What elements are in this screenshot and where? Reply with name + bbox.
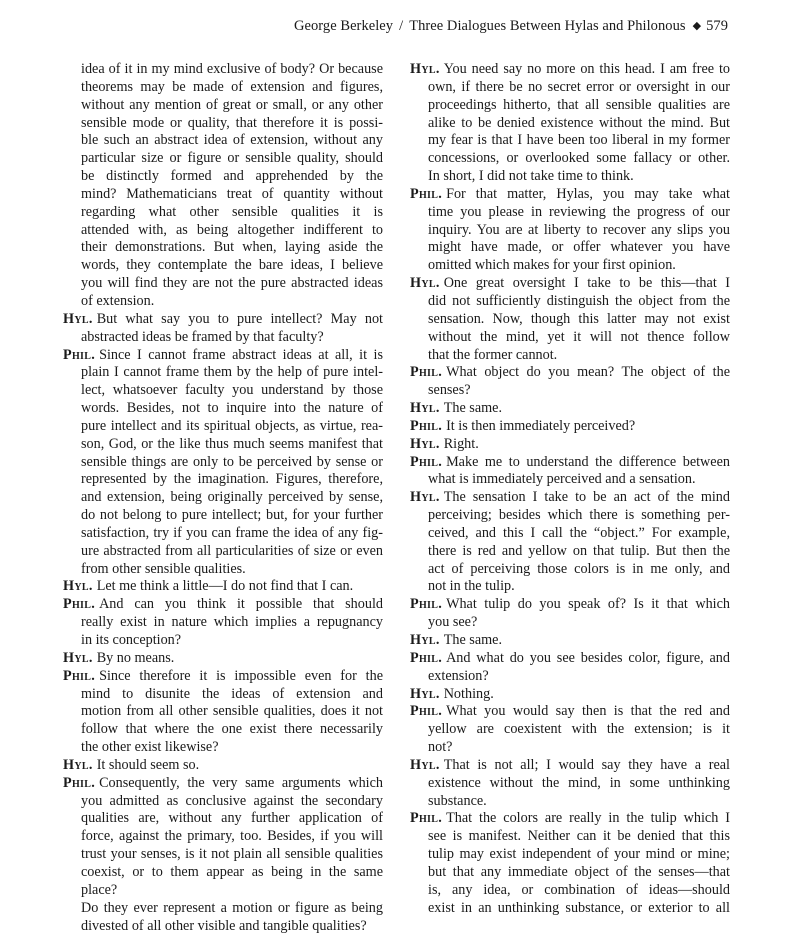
line-text: act of perceiving those colors is in me only, and	[428, 560, 730, 577]
line-text: might have made, or offer whatever you have	[428, 239, 730, 256]
text-line	[410, 364, 730, 382]
text-line	[63, 418, 383, 436]
text-line	[63, 382, 383, 400]
line-text: abstracted ideas be framed by that faculty?	[81, 328, 324, 345]
text-line	[410, 775, 730, 793]
line-text: be distinctly formed and apprehended by the	[81, 168, 383, 185]
text-line	[63, 561, 383, 579]
line-text: but that any immediate object of the senses—that	[428, 863, 730, 880]
text-line	[410, 561, 730, 579]
text-line	[63, 436, 383, 454]
text-line	[63, 846, 383, 864]
text-line	[410, 329, 730, 347]
text-line	[63, 721, 383, 739]
line-text: without the mind, yet it will not thence follow	[428, 328, 730, 345]
speaker-label: Phil.	[410, 596, 443, 613]
line-text: did not sufficiently distinguish the object from the	[428, 292, 730, 309]
text-line	[410, 632, 730, 650]
line-text: The same.	[443, 400, 502, 417]
line-text: not?	[428, 739, 453, 756]
speaker-label: Hyl.	[63, 649, 93, 666]
line-text: yellow are coexistent with the extension; is it	[428, 721, 730, 738]
text-line	[63, 757, 383, 775]
line-text: alike to be denied existence without the mind. But	[428, 114, 730, 131]
text-line	[63, 471, 383, 489]
line-text: Nothing.	[443, 685, 494, 702]
speaker-label: Phil.	[63, 774, 96, 791]
line-text: perceiving; besides which there is something per-	[428, 507, 730, 524]
speaker-label: Phil.	[410, 185, 443, 202]
text-line	[410, 186, 730, 204]
speaker-label: Hyl.	[410, 61, 440, 77]
text-line	[63, 311, 383, 329]
text-line	[410, 525, 730, 543]
line-text: time you please in reviewing the progress of our	[428, 203, 730, 220]
text-line	[410, 204, 730, 222]
line-text: my fear is that I have been too liberal in my former	[428, 132, 730, 149]
text-line	[410, 810, 730, 828]
text-line	[63, 186, 383, 204]
text-line	[63, 293, 383, 311]
line-text: For that matter, Hylas, you may take what	[446, 185, 730, 202]
line-text: mind to disunite the ideas of extension and	[81, 685, 383, 702]
speaker-label: Hyl.	[63, 756, 93, 773]
text-line	[410, 882, 730, 900]
line-text: not in the tulip.	[428, 578, 515, 595]
speaker-label: Phil.	[63, 667, 96, 684]
text-line	[63, 918, 383, 936]
text-line	[410, 222, 730, 240]
speaker-label: Phil.	[410, 649, 443, 666]
text-line	[63, 79, 383, 97]
text-line	[63, 686, 383, 704]
text-line	[63, 614, 383, 632]
text-line	[63, 329, 383, 347]
speaker-label: Hyl.	[410, 400, 440, 417]
text-line	[63, 775, 383, 793]
line-text: existence without the mind, in some unthinking	[428, 774, 730, 791]
line-text: sensible mode or quality, that therefore it is possi-	[81, 114, 383, 131]
speaker-label: Hyl.	[410, 435, 440, 452]
text-line	[410, 828, 730, 846]
line-text: words, they contemplate the bare ideas, I believe	[81, 257, 383, 274]
text-line	[63, 900, 383, 918]
text-line	[410, 471, 730, 489]
line-text: regarding what other sensible qualities it is	[81, 203, 383, 220]
line-text: Do they ever represent a motion or figure as being	[81, 899, 383, 916]
text-line	[410, 596, 730, 614]
text-line	[410, 97, 730, 115]
text-line	[63, 525, 383, 543]
line-text: The sensation I take to be an act of the mind	[443, 489, 730, 506]
text-line	[410, 721, 730, 739]
line-text: By no means.	[96, 649, 175, 666]
header-title: Three Dialogues Between Hylas and Philonous	[409, 18, 686, 34]
line-text: represented by the imagination. Figures, therefore,	[81, 471, 383, 488]
text-line	[63, 596, 383, 614]
text-line	[410, 239, 730, 257]
line-text: omitted which makes for your first opinion.	[428, 257, 676, 274]
speaker-label: Hyl.	[410, 489, 440, 506]
header-author: George Berkeley	[293, 18, 394, 34]
text-line	[410, 115, 730, 133]
line-text: But what say you to pure intellect? May not	[96, 310, 383, 327]
text-line	[63, 739, 383, 757]
line-text: you will find they are not the pure abstracted ideas	[81, 275, 383, 292]
line-text: you admitted as conclusive against the secondary	[81, 792, 383, 809]
speaker-label: Phil.	[410, 810, 443, 827]
line-text: sensible things are only to be perceived by sense or	[81, 453, 383, 470]
text-line	[63, 578, 383, 596]
right-column	[410, 61, 730, 918]
text-line	[410, 668, 730, 686]
line-text: substance.	[428, 792, 487, 809]
text-line	[63, 364, 383, 382]
page-number: 579	[706, 18, 728, 34]
text-line	[410, 61, 730, 79]
line-text: son, God, or the like thus much seems manifest that	[81, 435, 383, 452]
line-text: exist in an unthinking substance, or exterior to all	[428, 899, 730, 916]
text-line	[410, 168, 730, 186]
line-text: That the colors are really in the tulip which I	[446, 810, 730, 827]
line-text: Let me think a little—I do not find that I can.	[96, 578, 354, 595]
text-line	[63, 793, 383, 811]
line-text: is, any idea, or combination of ideas—should	[428, 881, 730, 898]
text-line	[410, 454, 730, 472]
text-line	[63, 703, 383, 721]
speaker-label: Hyl.	[63, 310, 93, 327]
line-text: tulip may exist independent of your mind or mine;	[428, 846, 730, 863]
text-line	[410, 543, 730, 561]
text-line	[410, 900, 730, 918]
line-text: qualities are, without any further application of	[81, 810, 383, 827]
text-line	[63, 275, 383, 293]
left-column	[63, 61, 383, 935]
text-line	[410, 757, 730, 775]
line-text: sensation. Now, though this latter may not exist	[428, 310, 730, 327]
text-line	[63, 115, 383, 133]
text-line	[410, 400, 730, 418]
header-separator: /	[399, 18, 404, 34]
line-text: extension?	[428, 667, 489, 684]
line-text: really exist in nature which implies a repugnancy	[81, 614, 383, 631]
text-line	[63, 543, 383, 561]
speaker-label: Phil.	[63, 346, 96, 363]
line-text: What you would say then is that the red and	[446, 703, 730, 720]
text-line	[410, 418, 730, 436]
running-header	[294, 18, 728, 35]
line-text: from other sensible qualities.	[81, 560, 246, 577]
line-text: The same.	[443, 632, 502, 648]
text-line	[410, 382, 730, 400]
line-text: the other exist likewise?	[81, 739, 219, 756]
text-line	[63, 61, 383, 79]
speaker-label: Hyl.	[63, 578, 93, 595]
speaker-label: Phil.	[410, 417, 443, 434]
text-line	[63, 507, 383, 525]
line-text: What object do you mean? The object of the	[446, 364, 730, 381]
text-line	[63, 454, 383, 472]
text-line	[410, 846, 730, 864]
text-line	[410, 275, 730, 293]
line-text: mind? Mathematicians treat of quantity without	[81, 185, 383, 202]
text-line	[410, 507, 730, 525]
text-line	[63, 168, 383, 186]
line-text: It is then immediately perceived?	[446, 417, 636, 434]
line-text: lect, whatsoever faculty you understand by those	[81, 382, 383, 399]
line-text: You need say no more on this head. I am free to	[443, 61, 730, 77]
text-line	[410, 79, 730, 97]
text-line	[410, 150, 730, 168]
line-text: ceived, and this I call the “object.” For example,	[428, 524, 730, 541]
line-text: Since therefore it is impossible even for the	[99, 667, 383, 684]
text-line	[63, 222, 383, 240]
text-line	[410, 703, 730, 721]
line-text: ure abstracted from all particularities of size or even	[81, 542, 383, 559]
text-line	[410, 132, 730, 150]
line-text: And can you think it possible that should	[99, 596, 383, 613]
line-text: That is not all; I would say they have a real	[443, 756, 730, 773]
text-line	[63, 632, 383, 650]
line-text: plain I cannot frame them by the help of pure intel-	[81, 364, 383, 381]
text-line	[410, 347, 730, 365]
line-text: In short, I did not take time to think.	[428, 168, 634, 185]
line-text: theorems may be made of extension and figures,	[81, 78, 383, 95]
line-text: attended with, as being altogether indifferent to	[81, 221, 383, 238]
line-text: of extension.	[81, 292, 155, 309]
speaker-label: Hyl.	[410, 756, 440, 773]
line-text: What tulip do you speak of? Is it that which	[446, 596, 730, 613]
line-text: see is manifest. Neither can it be denied that this	[428, 828, 730, 845]
text-line	[410, 489, 730, 507]
line-text: do not belong to pure intellect; but, for your further	[81, 507, 383, 524]
text-line	[410, 436, 730, 454]
line-text: proceedings hitherto, that all sensible qualities are	[428, 96, 730, 113]
text-line	[410, 257, 730, 275]
line-text: concessions, or overlooked some fallacy or other.	[428, 150, 730, 167]
line-text: there is red and yellow on that tulip. But then the	[428, 542, 730, 559]
line-text: And what do you see besides color, figure, and	[446, 649, 730, 666]
line-text: you see?	[428, 614, 478, 631]
line-text: that the former cannot.	[428, 346, 558, 363]
text-line	[63, 150, 383, 168]
line-text: satisfaction, try if you can frame the idea of any fig-	[81, 524, 383, 541]
line-text: in its conception?	[81, 632, 182, 648]
speaker-label: Hyl.	[410, 632, 440, 648]
line-text: coexist, or to them appear as being in the same place?	[81, 863, 383, 898]
text-line	[63, 668, 383, 686]
line-text: Right.	[443, 435, 479, 452]
line-text: own, if there be no secret error or oversight in our	[428, 78, 730, 95]
text-line	[410, 293, 730, 311]
line-text: divested of all other visible and tangible qualities?	[81, 917, 367, 934]
text-line	[63, 97, 383, 115]
line-text: particular size or figure or sensible quality, should	[81, 150, 383, 167]
text-line	[410, 650, 730, 668]
line-text: words. Besides, not to inquire into the nature of	[81, 400, 383, 417]
text-line	[410, 864, 730, 882]
text-line	[63, 257, 383, 275]
text-line	[63, 810, 383, 828]
line-text: One great oversight I take to be this—that I	[443, 275, 730, 292]
line-text: follow that where the one exist there necessarily	[81, 721, 383, 738]
text-line	[63, 132, 383, 150]
text-line	[63, 239, 383, 257]
text-line	[410, 793, 730, 811]
line-text: senses?	[428, 382, 471, 399]
diamond-icon: ◆	[692, 20, 702, 32]
line-text: their demonstrations. But when, laying aside the	[81, 239, 383, 256]
line-text: Consequently, the very same arguments which	[99, 774, 383, 791]
line-text: inquiry. You are at liberty to recover any slips you	[428, 221, 730, 238]
text-line	[410, 686, 730, 704]
speaker-label: Phil.	[410, 453, 443, 470]
line-text: Since I cannot frame abstract ideas at all, it is	[99, 346, 383, 363]
line-text: trust your senses, is it not plain all sensible qualities	[81, 846, 383, 863]
line-text: ble such an abstract idea of extension, without any	[81, 132, 383, 149]
line-text: motion from all other sensible qualities, does it not	[81, 703, 383, 720]
speaker-label: Hyl.	[410, 275, 440, 292]
line-text: Make me to understand the difference between	[446, 453, 730, 470]
text-line	[63, 828, 383, 846]
text-line	[63, 347, 383, 365]
line-text: idea of it in my mind exclusive of body? Or because	[81, 61, 383, 77]
text-line	[410, 739, 730, 757]
text-line	[410, 614, 730, 632]
text-line	[63, 400, 383, 418]
text-line	[63, 864, 383, 900]
text-line	[63, 489, 383, 507]
line-text: force, against the primary, too. Besides, if you will	[81, 828, 383, 845]
speaker-label: Phil.	[63, 596, 96, 613]
text-line	[410, 578, 730, 596]
line-text: and extension, being originally perceived by sense,	[81, 489, 383, 506]
speaker-label: Hyl.	[410, 685, 440, 702]
text-line	[63, 650, 383, 668]
text-line	[63, 204, 383, 222]
line-text: It should seem so.	[96, 756, 200, 773]
line-text: pure intellect and its spiritual objects, as virtue, rea-	[81, 417, 383, 434]
speaker-label: Phil.	[410, 703, 443, 720]
text-line	[410, 311, 730, 329]
line-text: without any mention of great or small, or any other	[81, 96, 383, 113]
speaker-label: Phil.	[410, 364, 443, 381]
line-text: what is immediately perceived and a sensation.	[428, 471, 696, 488]
